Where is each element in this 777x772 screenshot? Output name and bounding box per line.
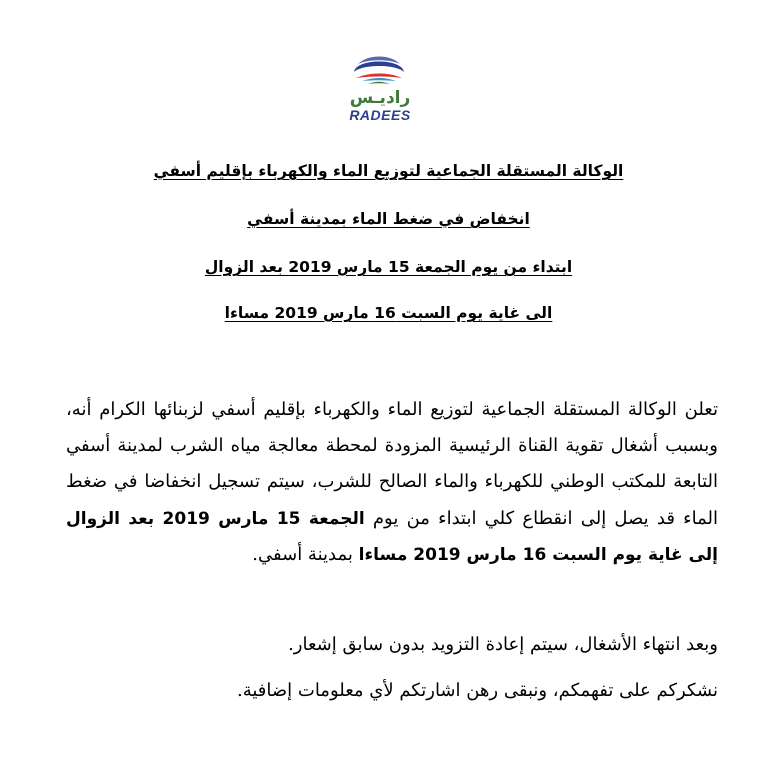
subject-heading (0, 208, 777, 230)
start-date-heading-text: ابتداء من يوم الجمعة 15 مارس 2019 بعد الزوال (204, 258, 573, 276)
start-date-heading (0, 256, 777, 278)
thanks-paragraph: نشكركم على تفهمكم، ونبقى رهن اشارتكم لأي معلومات إضافية. (236, 680, 718, 701)
logo-latin-wordmark: RADEES (349, 107, 411, 123)
agency-heading-text: الوكالة المستقلة الجماعية لتوزيع الماء والكهرباء بإقليم أسفي (153, 162, 624, 180)
announcement-location: بمدينة أسفي. (252, 543, 353, 565)
radees-logo-emblem-icon (348, 50, 410, 90)
logo-arabic-wordmark: راديـس (349, 88, 411, 108)
subject-heading-text: انخفاض في ضغط الماء بمدينة أسفي (247, 210, 530, 228)
announcement-period: الجمعة 15 مارس 2019 بعد الزوال إلى غاية يوم السبت 16 مارس 2019 مساءا (66, 508, 718, 565)
resumption-paragraph: وبعد انتهاء الأشغال، سيتم إعادة التزويد بدون سابق إشعار. (288, 634, 718, 655)
radees-logo (335, 50, 425, 130)
announcement-paragraph (66, 392, 718, 573)
agency-heading (0, 160, 777, 182)
announcement-intro: تعلن الوكالة المستقلة الجماعية لتوزيع الماء والكهرباء بإقليم أسفي لزبنائها الكرام أنه، وبسبب أشغال تقوية القناة الرئيسية المزودة لمحطة معالجة مياه الشرب لمدينة أسفي التابعة للمكتب الوطني للكهرباء والماء الصالح للشرب، سيتم تسجيل انخفاضا في ضغط الماء قد يصل إلى انقطاع كلي ابتداء من يوم (66, 399, 719, 529)
end-date-heading (0, 302, 777, 324)
end-date-heading-text: الى غاية يوم السبت 16 مارس 2019 مساءا (224, 304, 553, 322)
